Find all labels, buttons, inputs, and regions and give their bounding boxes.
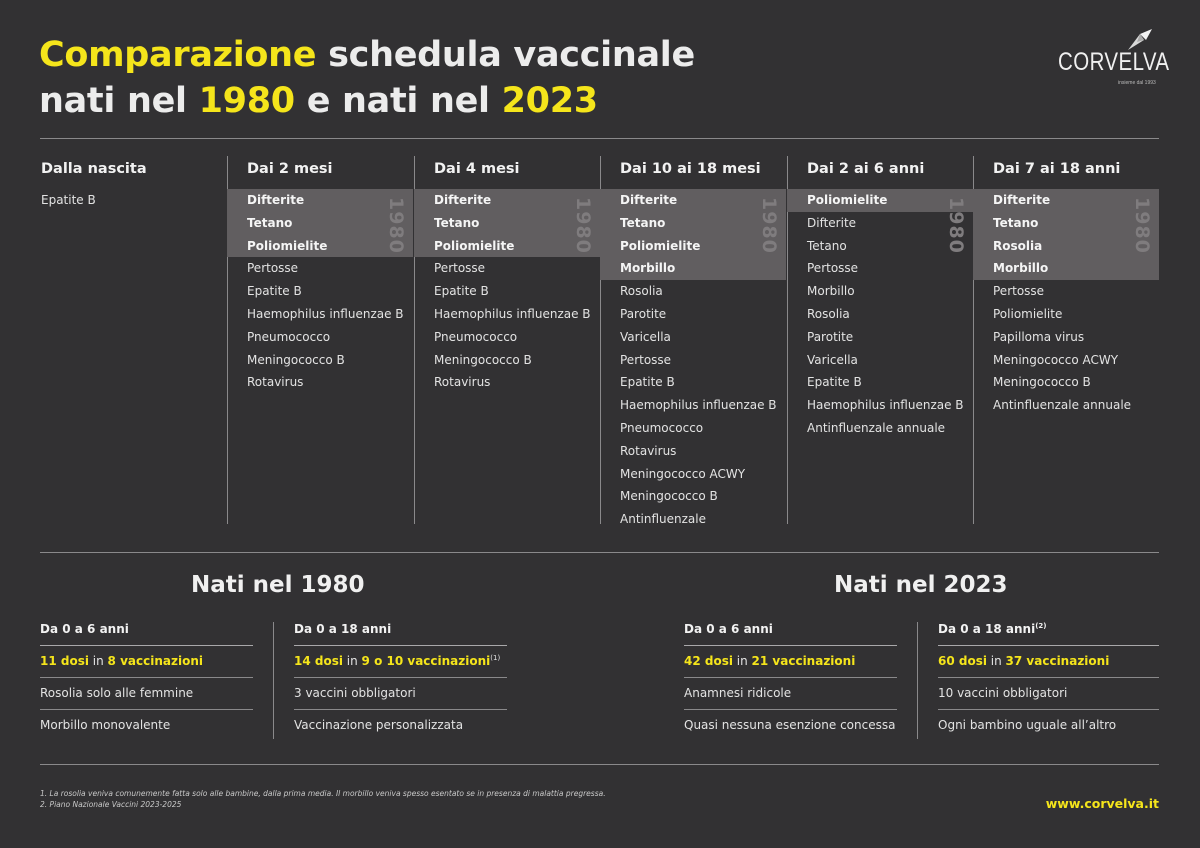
column-header: Dai 7 ai 18 anni <box>993 161 1121 177</box>
section-title-1980: Nati nel 1980 <box>191 572 365 598</box>
stat-note: Rosolia solo alle femmine <box>40 678 253 710</box>
stat-note: 3 vaccini obbligatori <box>294 678 507 710</box>
vaccine-item: Pertosse <box>807 261 859 276</box>
band-year-label: 1980 <box>1131 197 1153 254</box>
vaccine-item: Pneumococco <box>434 329 518 344</box>
vaccine-item: Tetano <box>247 215 293 230</box>
vaccine-item: Difterite <box>807 215 857 230</box>
vaccine-item: Poliomielite <box>434 238 515 253</box>
vaccine-item: Morbillo <box>620 261 676 276</box>
vaccine-item: Morbillo <box>807 284 855 299</box>
band-year-label: 1980 <box>945 197 967 254</box>
vaccine-item: Tetano <box>993 215 1039 230</box>
logo-tagline: insieme dal 1993 <box>1118 80 1156 86</box>
vaccine-item: Varicella <box>620 329 671 344</box>
vaccine-list <box>620 189 777 531</box>
vaccine-item: Epatite B <box>247 284 302 299</box>
stat-note: Ogni bambino uguale all’altro <box>938 718 1117 732</box>
stat-note: Morbillo monovalente <box>40 718 171 732</box>
vaccine-item: Parotite <box>620 306 667 321</box>
vaccine-item: Morbillo <box>993 261 1049 276</box>
vaccine-list <box>247 189 404 394</box>
vaccine-item: Rotavirus <box>247 375 304 390</box>
vaccine-item: Antinfluenzale annuale <box>807 420 946 435</box>
footnote-ref: (2) <box>1035 622 1047 630</box>
column-header: Dai 2 ai 6 anni <box>807 161 925 177</box>
title-text: schedula vaccinale <box>316 35 695 75</box>
vaccine-item: Epatite B <box>434 284 489 299</box>
vaccine-item: Rotavirus <box>434 375 491 390</box>
stat-header: Da 0 a 18 anni$^{(2)}$ <box>938 614 1159 646</box>
band-year-label: 1980 <box>572 197 594 254</box>
vaccine-list <box>434 189 591 394</box>
vaccine-item: Haemophilus influenzae B <box>247 306 404 321</box>
vaccine-item: Meningococco B <box>247 352 345 367</box>
page-title <box>39 32 695 124</box>
summary-1980-0-18 <box>294 614 507 741</box>
vaccine-item: Rosolia <box>807 306 850 321</box>
vaccine-item: Epatite B <box>41 193 96 207</box>
vaccine-item: Poliomielite <box>807 193 888 207</box>
vaccine-item: Meningococco ACWY <box>993 352 1119 367</box>
vaccine-item: Difterite <box>247 193 305 207</box>
vaccine-item: Rotavirus <box>620 443 677 458</box>
divider <box>40 764 1159 765</box>
vaccine-list <box>807 189 964 440</box>
stat-doses: 60 dosi in 37 vaccinazioni <box>938 646 1159 678</box>
vaccine-item: Epatite B <box>807 375 862 390</box>
title-year-2023: 2023 <box>501 81 598 121</box>
vaccine-item: Tetano <box>620 215 666 230</box>
vaccine-item: Meningococco B <box>620 489 718 504</box>
vaccine-item: Meningococco B <box>434 352 532 367</box>
stat-doses: 42 dosi in 21 vaccinazioni <box>684 646 897 678</box>
stat-header: Da 0 a 6 anni <box>684 614 897 646</box>
vaccine-list <box>993 189 1131 417</box>
title-text: e nati nel <box>294 81 502 121</box>
vaccine-item: Tetano <box>434 215 480 230</box>
vaccine-item: Meningococco B <box>993 375 1091 390</box>
column-header: Dai 2 mesi <box>247 161 333 177</box>
band-year-label: 1980 <box>758 197 780 254</box>
logo-name: CORVELVA <box>1058 48 1170 76</box>
vaccine-item: Difterite <box>993 193 1051 207</box>
column-header: Dalla nascita <box>41 161 147 177</box>
title-highlight: Comparazione <box>39 35 317 75</box>
vaccine-item: Haemophilus influenzae B <box>807 398 964 413</box>
stat-header: Da 0 a 6 anni <box>40 614 253 646</box>
divider <box>40 552 1159 553</box>
vaccine-item: Parotite <box>807 329 854 344</box>
vaccine-item: Pneumococco <box>247 329 331 344</box>
vaccine-item: Rosolia <box>993 238 1043 253</box>
stat-doses: 11 dosi in 8 vaccinazioni <box>40 646 253 678</box>
vaccine-item: Varicella <box>807 352 858 367</box>
vaccine-item: Pertosse <box>434 261 486 276</box>
band-year-label: 1980 <box>385 197 407 254</box>
divider <box>273 622 274 739</box>
footnote-2: 2. Piano Nazionale Vaccini 2023-2025 <box>40 800 182 809</box>
vaccine-item: Haemophilus influenzae B <box>620 398 777 413</box>
footnote-1: 1. La rosolia veniva comunemente fatta solo alle bambine, dalla prima media. Il morbillo veniva spesso esentato se in presenza di malattia pregressa. <box>40 789 606 798</box>
vaccine-item: Pertosse <box>620 352 672 367</box>
stat-note: Quasi nessuna esenzione concessa <box>684 718 896 732</box>
column-header: Dai 4 mesi <box>434 161 520 177</box>
vaccine-item: Meningococco ACWY <box>620 466 746 481</box>
divider <box>917 622 918 739</box>
footnote-ref: (1) <box>490 654 501 662</box>
vaccine-item: Rosolia <box>620 284 663 299</box>
title-text: nati nel <box>39 81 199 121</box>
vaccine-item: Poliomielite <box>620 238 701 253</box>
corvelva-logo <box>1058 28 1170 90</box>
section-title-2023: Nati nel 2023 <box>834 572 1008 598</box>
stat-header: Da 0 a 18 anni <box>294 614 507 646</box>
stat-doses: 14 dosi in 9 o 10 vaccinazioni$^{(1)}$ <box>294 646 507 678</box>
stat-note: Anamnesi ridicole <box>684 678 897 710</box>
summary-2023-0-18 <box>938 614 1159 741</box>
footnotes <box>40 788 606 810</box>
vaccine-item: Tetano <box>807 238 847 253</box>
vaccine-item: Epatite B <box>620 375 675 390</box>
title-year-1980: 1980 <box>198 81 295 121</box>
vaccine-item: Pneumococco <box>620 420 704 435</box>
vaccine-item: Poliomielite <box>247 238 328 253</box>
column-header: Dai 10 ai 18 mesi <box>620 161 761 177</box>
vaccine-item: Poliomielite <box>993 306 1063 321</box>
vaccine-item: Papilloma virus <box>993 329 1085 344</box>
divider <box>40 138 1159 139</box>
vaccine-item: Difterite <box>434 193 492 207</box>
website-link[interactable]: www.corvelva.it <box>1045 796 1159 811</box>
vaccine-item: Difterite <box>620 193 678 207</box>
vaccine-item: Pertosse <box>247 261 299 276</box>
vaccine-item: Antinfluenzale <box>620 512 706 527</box>
vaccine-item: Antinfluenzale annuale <box>993 398 1132 413</box>
stat-note: Vaccinazione personalizzata <box>294 718 464 732</box>
vaccine-item: Pertosse <box>993 284 1045 299</box>
vaccine-list <box>41 189 96 212</box>
stat-note: 10 vaccini obbligatori <box>938 678 1159 710</box>
summary-1980-0-6 <box>40 614 253 741</box>
summary-2023-0-6 <box>684 614 897 741</box>
vaccine-item: Haemophilus influenzae B <box>434 306 591 321</box>
